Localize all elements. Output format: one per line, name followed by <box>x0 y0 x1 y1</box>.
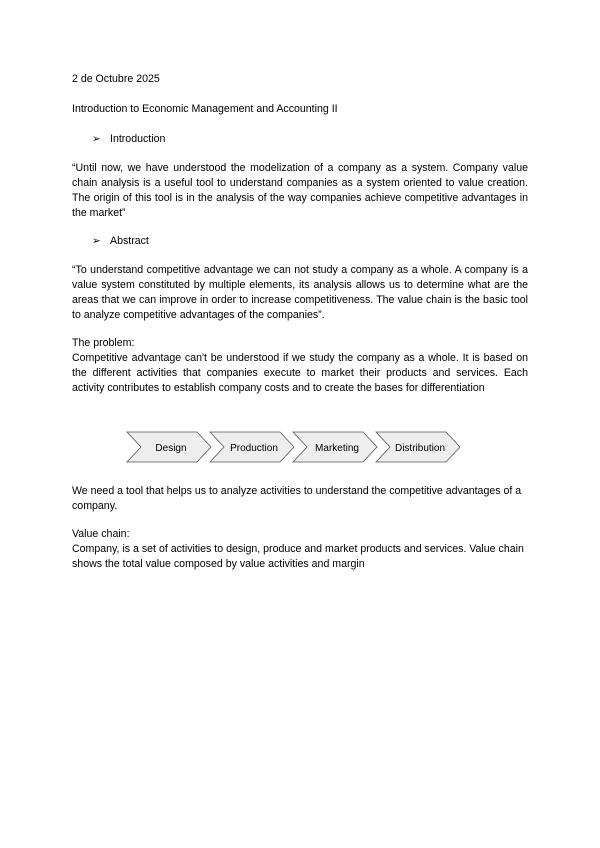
need-paragraph: We need a tool that helps us to analyze activities to understand the competitive advantages of a company. <box>72 485 522 512</box>
abstract-heading: Abstract <box>110 235 149 247</box>
value-chain-step <box>376 432 460 462</box>
document-date: 2 de Octubre 2025 <box>72 73 160 85</box>
value-chain-step <box>210 432 294 462</box>
value-chain-heading: Value chain: <box>72 528 130 540</box>
arrow-bullet-icon: ➢ <box>92 235 101 247</box>
value-chain-step <box>127 432 211 462</box>
problem-paragraph: Competitive advantage can't be understood if we study the company as a whole. It is based on the different activities that companies execute to market their products and services. Each activity contributes to establish company costs and to create the bases for differentiation <box>72 352 528 394</box>
value-chain-step-label: Production <box>230 443 278 454</box>
course-title: Introduction to Economic Management and Accounting II <box>72 103 338 115</box>
value-chain-paragraph: Company, is a set of activities to design, produce and market products and services. Value chain shows the total value composed by value activities and margin <box>72 543 524 570</box>
value-chain-diagram <box>126 431 480 463</box>
value-chain-step <box>293 432 377 462</box>
introduction-heading-line <box>92 132 165 147</box>
arrow-bullet-icon: ➢ <box>92 133 101 145</box>
abstract-heading-line <box>92 234 149 249</box>
value-chain-step-label: Marketing <box>315 443 359 454</box>
value-chain-step-label: Distribution <box>394 443 446 454</box>
value-chain-step-label: Design <box>155 443 187 454</box>
introduction-paragraph: “Until now, we have understood the modelization of a company as a system. Company value chain analysis is a useful tool to understand companies as a system oriented to value creation. The origin of this tool is in the analysis of the way companies achieve competitive advantages in the market” <box>72 162 528 219</box>
problem-heading: The problem: <box>72 337 135 349</box>
value-chain-svg <box>126 431 480 463</box>
abstract-paragraph: “To understand competitive advantage we can not study a company as a whole. A company is a value system constituted by multiple elements, its analysis allows us to determine what are the areas that we can improve in order to increase competitiveness. The value chain is the basic tool to analyze competitive advantages of the companies”. <box>72 264 528 321</box>
introduction-heading: Introduction <box>110 133 166 145</box>
